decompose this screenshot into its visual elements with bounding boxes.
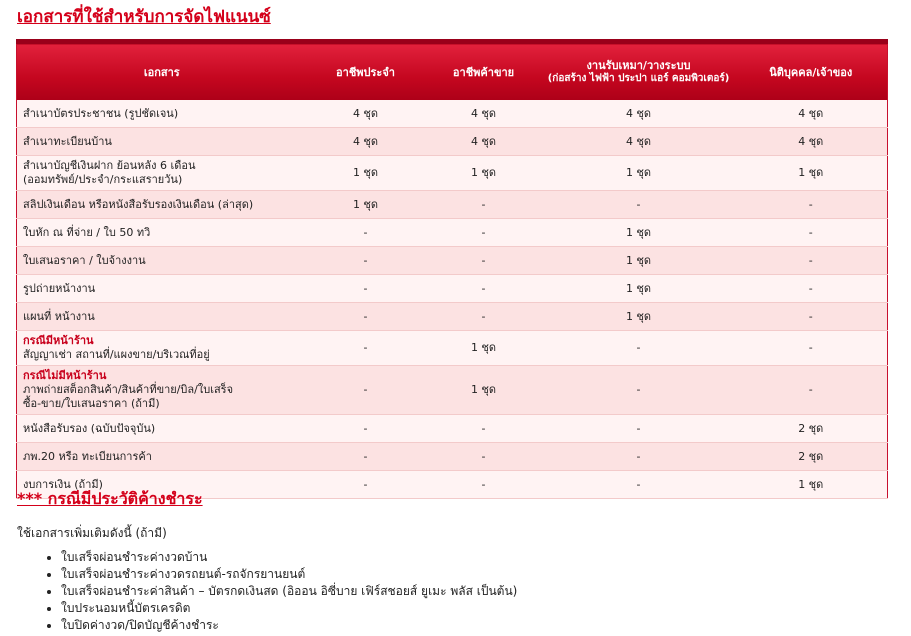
- quantity-cell: -: [425, 247, 543, 275]
- document-name: งบการเงิน (ถ้ามี): [23, 477, 103, 491]
- overdue-section-title: *** กรณีมีประวัติค้างชำระ: [17, 489, 203, 508]
- quantity-cell: -: [735, 331, 888, 366]
- quantity-cell: -: [543, 443, 735, 471]
- quantity-cell: 4 ชุด: [735, 128, 888, 156]
- overdue-documents-list: [43, 549, 517, 634]
- quantity-cell: -: [425, 471, 543, 499]
- overdue-intro: ใช้เอกสารเพิ่มเติมดังนี้ (ถ้ามี): [17, 526, 167, 540]
- documents-table: [16, 39, 888, 499]
- quantity-cell: -: [307, 219, 425, 247]
- document-cell: [17, 100, 307, 128]
- quantity-cell: 1 ชุด: [425, 331, 543, 366]
- quantity-cell: 4 ชุด: [307, 128, 425, 156]
- case-heading: กรณีมีหน้าร้าน: [23, 334, 94, 347]
- document-name: สำเนาบัตรประชาชน (รูปชัดเจน): [23, 106, 179, 120]
- table-row: [17, 331, 888, 366]
- document-name: ภาพถ่ายสต็อกสินค้า/สินค้าที่ขาย/บิล/ใบเสร็จ: [23, 383, 234, 396]
- quantity-cell: -: [425, 275, 543, 303]
- quantity-cell: 1 ชุด: [543, 219, 735, 247]
- document-name: สำเนาบัญชีเงินฝาก ย้อนหลัง 6 เดือน: [23, 159, 196, 172]
- quantity-cell: -: [425, 443, 543, 471]
- document-cell: [17, 191, 307, 219]
- quantity-cell: -: [307, 366, 425, 415]
- list-item: • ใบปิดค่างวด/ปิดบัญชีค้างชำระ: [61, 617, 517, 634]
- table-row: [17, 191, 888, 219]
- quantity-cell: 1 ชุด: [425, 156, 543, 191]
- table-row: [17, 303, 888, 331]
- table-header-row: [17, 42, 888, 101]
- table-row: [17, 128, 888, 156]
- quantity-cell: 4 ชุด: [543, 128, 735, 156]
- quantity-cell: -: [735, 219, 888, 247]
- quantity-cell: 1 ชุด: [425, 366, 543, 415]
- table-row: [17, 156, 888, 191]
- document-name: รูปถ่ายหน้างาน: [23, 281, 96, 295]
- quantity-cell: 4 ชุด: [425, 128, 543, 156]
- quantity-cell: -: [735, 275, 888, 303]
- quantity-cell: 2 ชุด: [735, 415, 888, 443]
- table-row: [17, 443, 888, 471]
- quantity-cell: 2 ชุด: [735, 443, 888, 471]
- quantity-cell: 1 ชุด: [543, 247, 735, 275]
- document-name: สลิปเงินเดือน หรือหนังสือรับรองเงินเดือน (ล่าสุด): [23, 197, 254, 211]
- document-name: ใบหัก ณ ที่จ่าย / ใบ 50 ทวิ: [23, 225, 151, 239]
- case-heading: กรณีไม่มีหน้าร้าน: [23, 369, 107, 382]
- quantity-cell: -: [425, 219, 543, 247]
- quantity-cell: 1 ชุด: [543, 303, 735, 331]
- quantity-cell: -: [735, 191, 888, 219]
- quantity-cell: 1 ชุด: [735, 471, 888, 499]
- quantity-cell: -: [307, 275, 425, 303]
- quantity-cell: 1 ชุด: [307, 156, 425, 191]
- header-document: เอกสาร: [17, 42, 307, 101]
- quantity-cell: -: [307, 471, 425, 499]
- document-cell: [17, 219, 307, 247]
- document-name: ใบเสนอราคา / ใบจ้างงาน: [23, 253, 146, 267]
- list-item: • ใบเสร็จผ่อนชำระค่างวดบ้าน: [61, 549, 517, 566]
- quantity-cell: -: [543, 191, 735, 219]
- quantity-cell: -: [735, 303, 888, 331]
- quantity-cell: -: [307, 303, 425, 331]
- document-cell: [17, 415, 307, 443]
- quantity-cell: 4 ชุด: [543, 100, 735, 128]
- list-item: • ใบเสร็จผ่อนชำระค่าสินค้า – บัตรกดเงินสด (อิออน อิซี่บาย เฟิร์สชอยส์ ยูเมะ พลัส เป็นต้น): [61, 583, 517, 600]
- table-row: [17, 275, 888, 303]
- quantity-cell: 1 ชุด: [307, 191, 425, 219]
- document-name: แผนที่ หน้างาน: [23, 309, 95, 323]
- quantity-cell: 4 ชุด: [425, 100, 543, 128]
- quantity-cell: 1 ชุด: [735, 156, 888, 191]
- quantity-cell: -: [543, 471, 735, 499]
- quantity-cell: -: [735, 366, 888, 415]
- document-name-cont: ซื้อ-ขาย/ใบเสนอราคา (ถ้ามี): [23, 397, 160, 410]
- quantity-cell: -: [307, 331, 425, 366]
- header-merchant: อาชีพค้าขาย: [425, 42, 543, 101]
- quantity-cell: -: [307, 443, 425, 471]
- document-cell: [17, 443, 307, 471]
- quantity-cell: -: [425, 191, 543, 219]
- table-row: [17, 100, 888, 128]
- header-juristic: นิติบุคคล/เจ้าของ: [735, 42, 888, 101]
- table-row: [17, 219, 888, 247]
- quantity-cell: -: [425, 415, 543, 443]
- document-cell: [17, 156, 307, 191]
- document-cell: [17, 331, 307, 366]
- quantity-cell: 4 ชุด: [735, 100, 888, 128]
- quantity-cell: -: [543, 415, 735, 443]
- list-item: • ใบประนอมหนี้บัตรเครดิต: [61, 600, 517, 617]
- document-cell: [17, 366, 307, 415]
- quantity-cell: -: [307, 415, 425, 443]
- document-name: ภพ.20 หรือ ทะเบียนการค้า: [23, 449, 152, 463]
- document-cell: [17, 128, 307, 156]
- header-contractor: งานรับเหมา/วางระบบ (ก่อสร้าง ไฟฟ้า ประปา แอร์ คอมพิวเตอร์): [543, 42, 735, 101]
- quantity-cell: 1 ชุด: [543, 275, 735, 303]
- table-row: [17, 247, 888, 275]
- quantity-cell: 1 ชุด: [543, 156, 735, 191]
- table-row: [17, 415, 888, 443]
- document-name: สำเนาทะเบียนบ้าน: [23, 134, 112, 148]
- document-name-cont: (ออมทรัพย์/ประจำ/กระแสรายวัน): [23, 173, 183, 186]
- page-title: เอกสารที่ใช้สำหรับการจัดไฟแนนซ์: [17, 7, 271, 27]
- quantity-cell: -: [543, 366, 735, 415]
- document-cell: [17, 275, 307, 303]
- document-cell: [17, 247, 307, 275]
- list-item: • ใบเสร็จผ่อนชำระค่างวดรถยนต์-รถจักรยานยนต์: [61, 566, 517, 583]
- document-name: สัญญาเช่า สถานที่/แผงขาย/บริเวณที่อยู่: [23, 348, 210, 361]
- quantity-cell: -: [307, 247, 425, 275]
- quantity-cell: -: [735, 247, 888, 275]
- document-cell: [17, 303, 307, 331]
- quantity-cell: 4 ชุด: [307, 100, 425, 128]
- quantity-cell: -: [543, 331, 735, 366]
- header-salaried: อาชีพประจำ: [307, 42, 425, 101]
- quantity-cell: -: [425, 303, 543, 331]
- table-row: [17, 366, 888, 415]
- document-name: หนังสือรับรอง (ฉบับปัจจุบัน): [23, 421, 156, 435]
